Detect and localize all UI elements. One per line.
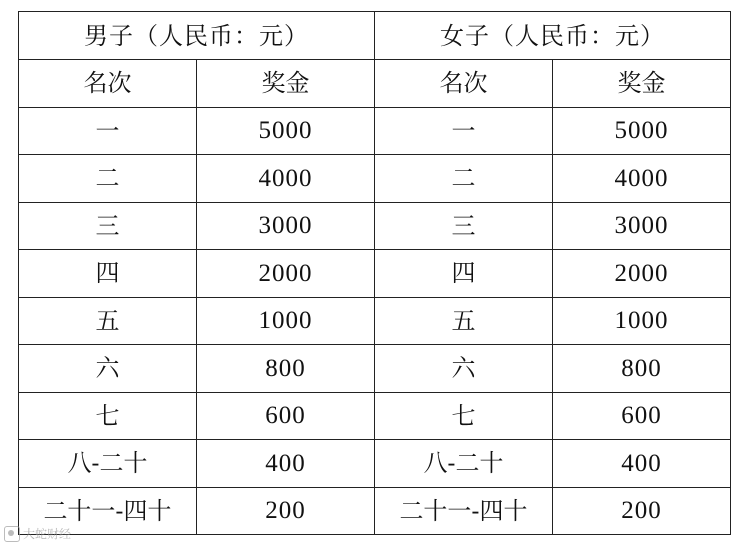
- men-rank-cell: 七: [19, 392, 197, 440]
- men-group-header: 男子（人民币：元）: [19, 12, 375, 60]
- women-prize-cell: 200: [553, 487, 731, 535]
- men-rank-cell: 二: [19, 155, 197, 203]
- women-rank-cell: 三: [375, 202, 553, 250]
- men-prize-cell: 400: [197, 440, 375, 488]
- men-prize-header: 奖金: [197, 60, 375, 108]
- women-rank-cell: 二: [375, 155, 553, 203]
- men-rank-cell: 六: [19, 345, 197, 393]
- men-prize-cell: 4000: [197, 155, 375, 203]
- table-row: [19, 345, 731, 393]
- table-row: [19, 250, 731, 298]
- women-prize-cell: 800: [553, 345, 731, 393]
- women-rank-cell: 六: [375, 345, 553, 393]
- men-rank-cell: 一: [19, 107, 197, 155]
- men-prize-cell: 5000: [197, 107, 375, 155]
- group-header-row: [19, 12, 731, 60]
- table-row: [19, 107, 731, 155]
- women-prize-cell: 5000: [553, 107, 731, 155]
- women-prize-cell: 3000: [553, 202, 731, 250]
- men-rank-cell: 五: [19, 297, 197, 345]
- women-rank-cell: 五: [375, 297, 553, 345]
- column-header-row: [19, 60, 731, 108]
- men-prize-cell: 2000: [197, 250, 375, 298]
- men-prize-cell: 800: [197, 345, 375, 393]
- prize-table-body: [19, 12, 731, 535]
- men-prize-cell: 200: [197, 487, 375, 535]
- women-rank-cell: 一: [375, 107, 553, 155]
- table-row: [19, 202, 731, 250]
- women-rank-header: 名次: [375, 60, 553, 108]
- women-group-header: 女子（人民币：元）: [375, 12, 731, 60]
- women-prize-cell: 1000: [553, 297, 731, 345]
- watermark-text: 大蛇财经: [23, 527, 72, 541]
- women-prize-cell: 400: [553, 440, 731, 488]
- men-rank-cell: 三: [19, 202, 197, 250]
- men-prize-cell: 1000: [197, 297, 375, 345]
- women-rank-cell: 四: [375, 250, 553, 298]
- women-prize-header: 奖金: [553, 60, 731, 108]
- watermark-logo-icon: [4, 526, 20, 542]
- table-row: [19, 155, 731, 203]
- women-rank-cell: 八-二十: [375, 440, 553, 488]
- table-row: [19, 487, 731, 535]
- men-rank-cell: 八-二十: [19, 440, 197, 488]
- men-rank-header: 名次: [19, 60, 197, 108]
- watermark: [4, 525, 71, 542]
- men-prize-cell: 600: [197, 392, 375, 440]
- women-rank-cell: 七: [375, 392, 553, 440]
- women-prize-cell: 600: [553, 392, 731, 440]
- table-row: [19, 297, 731, 345]
- table-row: [19, 392, 731, 440]
- men-rank-cell: 四: [19, 250, 197, 298]
- prize-table: [18, 11, 731, 535]
- men-prize-cell: 3000: [197, 202, 375, 250]
- women-prize-cell: 4000: [553, 155, 731, 203]
- table-row: [19, 440, 731, 488]
- women-prize-cell: 2000: [553, 250, 731, 298]
- women-rank-cell: 二十一-四十: [375, 487, 553, 535]
- men-rank-cell: 二十一-四十: [19, 487, 197, 535]
